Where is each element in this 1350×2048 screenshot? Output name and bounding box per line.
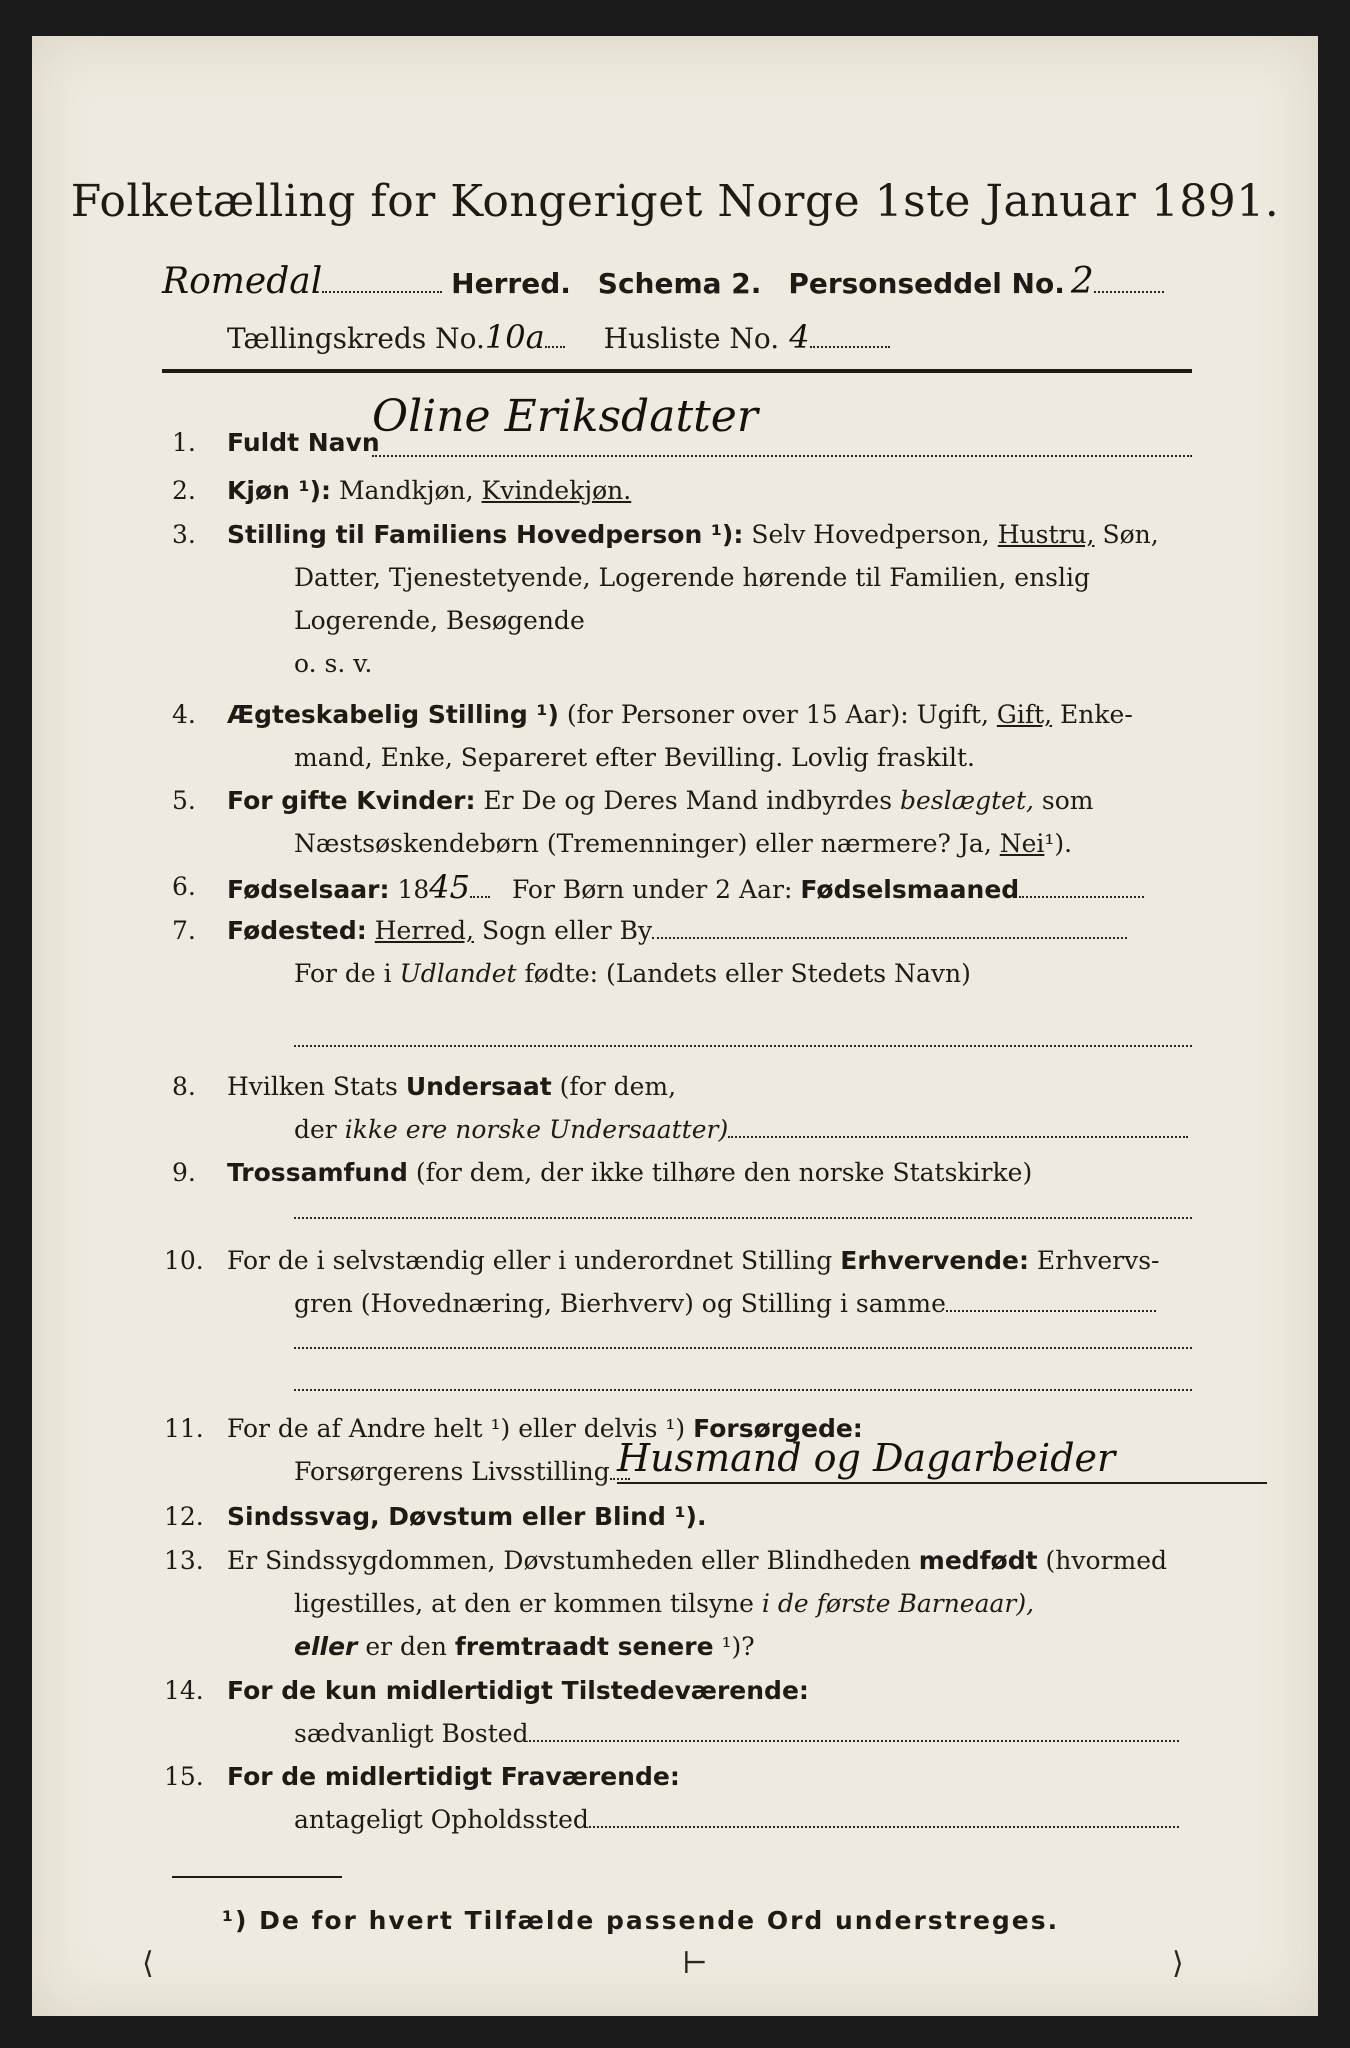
q9-text: (for dem, der ikke tilhøre den norske Statskirke) [415, 1158, 1033, 1187]
schema-label: Schema 2. [597, 267, 762, 300]
q13-line1 [227, 1544, 1167, 1578]
q13-line3-b: er den [365, 1632, 447, 1661]
q4-label: Ægteskabelig Stilling ¹) [227, 700, 559, 729]
q13-line3-d: ¹)? [721, 1632, 755, 1661]
q5-line2 [294, 827, 1072, 861]
q9-line1 [227, 1156, 1032, 1190]
q12-label: Sindssvag, Døvstum eller Blind ¹). [227, 1502, 707, 1531]
q8-line2 [294, 1113, 1188, 1147]
q12-number: 12. [164, 1502, 204, 1531]
q11-line2-text: Forsørgerens Livsstilling [294, 1457, 610, 1486]
q5-text-e: ¹). [1044, 829, 1073, 858]
q6-dots-a [470, 895, 490, 898]
herred-line [162, 261, 1164, 302]
q13-text-a: Er Sindssygdommen, Døvstumheden eller Blindheden [227, 1546, 911, 1575]
q14-label: For de kun midlertidigt Tilstedeværende: [227, 1676, 809, 1705]
q3-line1 [227, 518, 1159, 552]
personseddel-dots [1094, 290, 1164, 293]
q14-number: 14. [164, 1676, 204, 1705]
census-form-sheet [32, 36, 1318, 2016]
q7-label: Fødested: [227, 916, 367, 945]
corner-mark-right: ⟩ [1172, 1946, 1184, 1981]
q5-line2-text: Næstsøskendebørn (Tremenninger) eller nærmere? Ja, [294, 829, 992, 858]
q5-label: For gifte Kvinder: [227, 786, 476, 815]
q2-text-b: Kvindekjøn. [481, 476, 632, 505]
personseddel-label: Personseddel No. [788, 267, 1065, 300]
q6-label-b: Fødselsmaaned [800, 875, 1020, 904]
kreds-value: 10a [484, 318, 545, 356]
q2-text-a: Mandkjøn, [338, 476, 474, 505]
q11-line2 [294, 1455, 630, 1489]
q10-dots-line4 [294, 1388, 1192, 1391]
personseddel-value: 2 [1070, 261, 1094, 302]
q8-number: 8. [172, 1072, 196, 1101]
q4-text-b: Gift, [996, 700, 1053, 729]
q13-line2 [294, 1587, 1034, 1621]
header-rule [162, 369, 1192, 373]
q10-line2 [294, 1287, 1156, 1321]
corner-mark-left: ⟨ [142, 1946, 154, 1981]
q6-line [227, 870, 1144, 907]
kreds-label: Tællingskreds No. [227, 322, 485, 355]
q5-text-c: som [1041, 786, 1094, 815]
q10-text-b: Erhvervs- [1036, 1246, 1160, 1275]
q13-line3-c: fremtraadt senere [454, 1632, 714, 1661]
q7-text-a: Herred, [374, 916, 474, 945]
q10-dots [946, 1309, 1156, 1312]
q15-dots [589, 1825, 1179, 1828]
q13-line2-a: ligestilles, at den er kommen tilsyne [294, 1589, 754, 1618]
q3-number: 3. [172, 520, 196, 549]
herred-label: Herred. [451, 267, 571, 300]
q10-line2-text: gren (Hovednæring, Bierhverv) og Stilling i samme [294, 1289, 946, 1318]
husliste-dots [810, 345, 890, 348]
q10-line1 [227, 1244, 1159, 1278]
corner-mark-center: ⊢ [682, 1946, 708, 1981]
q13-label: medfødt [918, 1546, 1038, 1575]
q11-number: 11. [164, 1414, 204, 1443]
q14-dots [529, 1739, 1179, 1742]
q8-line1 [227, 1070, 676, 1104]
q10-dots-line3 [294, 1346, 1192, 1349]
q15-line2 [294, 1803, 1179, 1837]
q14-line2 [294, 1717, 1179, 1751]
q6-text: For Børn under 2 Aar: [511, 875, 793, 904]
q9-label: Trossamfund [227, 1158, 408, 1187]
q3-text-a: Selv Hovedperson, [751, 520, 990, 549]
q4-line2: mand, Enke, Separeret efter Bevilling. Lovlig fraskilt. [294, 743, 975, 772]
q1-dots [372, 454, 1192, 457]
q11-answer-underline [617, 1482, 1267, 1484]
q13-line3-a: eller [294, 1632, 358, 1661]
q6-value: 45 [429, 868, 470, 906]
q8-text-a: Hvilken Stats [227, 1072, 398, 1101]
q7-line2-a: For de i [294, 959, 392, 988]
q3-text-c: Søn, [1102, 520, 1159, 549]
q10-text-a: For de i selvstændig eller i underordnet Stilling [227, 1246, 833, 1275]
q7-line2 [294, 957, 971, 991]
husliste-label: Husliste No. [603, 322, 780, 355]
q5-text-b: beslægtet, [900, 786, 1034, 815]
q1-value: Oline Eriksdatter [372, 391, 758, 442]
q8-label: Undersaat [405, 1072, 552, 1101]
q3-line2: Datter, Tjenestetyende, Logerende hørende til Familien, enslig [294, 563, 1091, 592]
q7-dots [652, 936, 1127, 939]
q8-dots [728, 1135, 1188, 1138]
q4-text-c: Enke- [1060, 700, 1133, 729]
q13-number: 13. [164, 1546, 204, 1575]
q7-number: 7. [172, 916, 196, 945]
q8-text-b: (for dem, [559, 1072, 677, 1101]
q9-number: 9. [172, 1158, 196, 1187]
q8-line2-a: der [294, 1115, 337, 1144]
q8-line2-b: ikke ere norske Undersaatter) [344, 1115, 729, 1144]
q7-dots-line3 [294, 1044, 1192, 1047]
footnote: ¹) De for hvert Tilfælde passende Ord understreges. [222, 1906, 1060, 1935]
q2-label: Kjøn ¹): [227, 476, 331, 505]
q7-line2-c: fødte: (Landets eller Stedets Navn) [524, 959, 971, 988]
q6-prefix: 18 [397, 875, 430, 904]
q6-label: Fødselsaar: [227, 875, 390, 904]
q13-line2-b: i de første Barneaar), [761, 1589, 1035, 1618]
q14-line2-text: sædvanligt Bosted [294, 1719, 529, 1748]
q1-number: 1. [172, 428, 196, 457]
q7-line1 [227, 914, 1127, 948]
q5-text-d: Nei [999, 829, 1045, 858]
q3-line3: Logerende, Besøgende [294, 606, 585, 635]
q6-dots-b [1019, 895, 1144, 898]
q10-number: 10. [164, 1246, 204, 1275]
q3-label: Stilling til Familiens Hovedperson ¹): [227, 520, 744, 549]
q2-number: 2. [172, 476, 196, 505]
footnote-rule [172, 1876, 342, 1878]
q6-number: 6. [172, 872, 196, 901]
q1-answer [372, 391, 758, 442]
q5-text-a: Er De og Deres Mand indbyrdes [483, 786, 893, 815]
q4-line1 [227, 698, 1133, 732]
q5-line1 [227, 784, 1094, 818]
q3-text-b: Hustru, [997, 520, 1095, 549]
kreds-dots [545, 345, 565, 348]
q11-text-a: For de af Andre helt ¹) eller delvis ¹) [227, 1414, 686, 1443]
q15-number: 15. [164, 1762, 204, 1791]
q11-answer [617, 1436, 1115, 1480]
q13-text-b: (hvormed [1045, 1546, 1168, 1575]
form-title: Folketælling for Kongeriget Norge 1ste Januar 1891. [70, 176, 1280, 227]
kreds-line [227, 318, 890, 356]
herred-value: Romedal [162, 261, 323, 302]
q9-dots [294, 1216, 1192, 1219]
q15-line2-text: antageligt Opholdssted [294, 1805, 589, 1834]
herred-dots [322, 290, 442, 293]
q5-number: 5. [172, 786, 196, 815]
q15-label: For de midlertidigt Fraværende: [227, 1762, 680, 1791]
q11-value: Husmand og Dagarbeider [617, 1436, 1116, 1480]
q7-text-b: Sogn eller By [481, 916, 653, 945]
q10-label: Erhvervende: [840, 1246, 1029, 1275]
q3-line4: o. s. v. [294, 649, 373, 678]
q4-number: 4. [172, 700, 196, 729]
q11-label: Forsørgede: [693, 1414, 863, 1443]
q7-line2-b: Udlandet [399, 959, 517, 988]
husliste-value: 4 [789, 318, 810, 356]
q1-label: Fuldt Navn [227, 428, 380, 457]
q4-text-a: (for Personer over 15 Aar): Ugift, [566, 700, 989, 729]
q13-line3 [294, 1630, 755, 1664]
q2-line [227, 474, 631, 508]
